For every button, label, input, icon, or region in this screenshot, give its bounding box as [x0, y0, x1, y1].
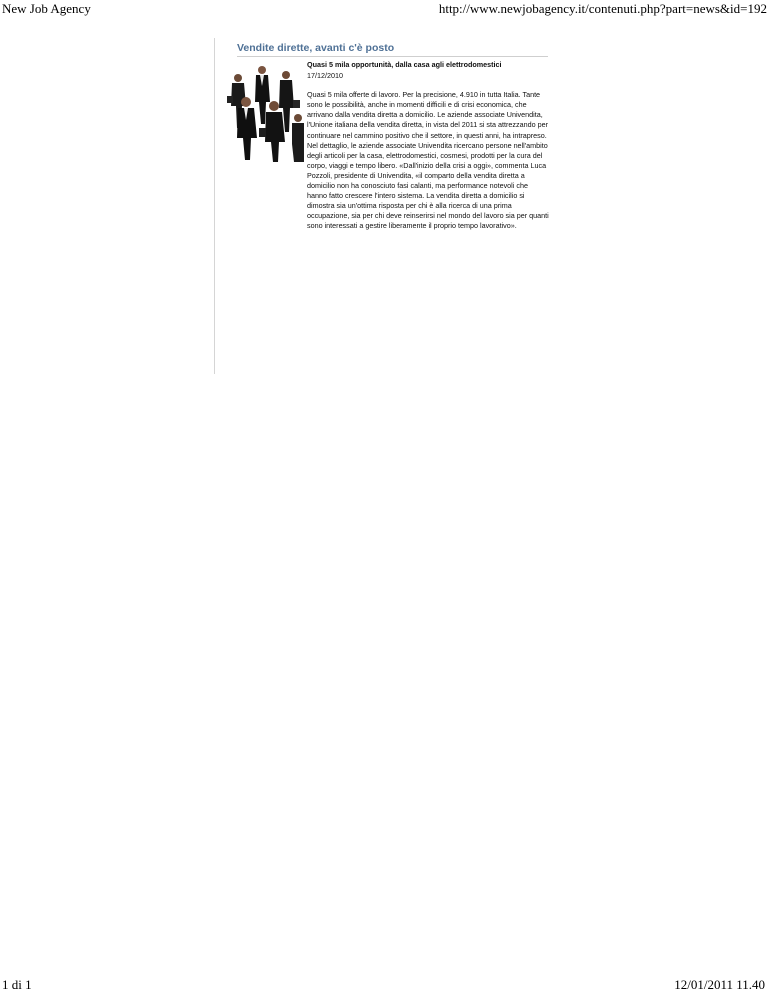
title-divider	[237, 56, 548, 57]
article-subtitle: Quasi 5 mila opportunità, dalla casa agli elettrodomestici	[307, 60, 502, 69]
business-people-walking-photo	[224, 62, 304, 162]
article-body: Quasi 5 mila offerte di lavoro. Per la precisione, 4.910 in tutta Italia. Tante sono le possibilità, anche in momenti difficili e di crisi economica, che arrivano dalla vendita diretta a domicilio. Le aziende associate Univendita, l'Unione italiana della vendita diretta, in vista del 2011 si sta attrezzando per continuare nel cammino positivo che il settore, in questi anni, ha intrapreso. Nel dettaglio, le aziende associate Univendita ricercano persone nell'ambito degli articoli per la casa, elettrodomestici, cosmesi, prodotti per la cura del corpo, viaggi e tempo libero. «Dall'inizio della crisi a oggi», commenta Luca Pozzoli, presidente di Univendita, «il comparto della vendita diretta a domicilio non ha conosciuto fasi calanti, ma performance notevoli che hanno fatto crescere l'intero sistema. La vendita diretta a domicilio si dimostra sia un'ottima risposta per chi è alla ricerca di una prima occupazione, sia per chi deve reinserirsi nel mondo del lavoro sia per quanti sono interessati a gestire liberamente il proprio tempo lavorativo».	[307, 90, 549, 231]
print-header-url: http://www.newjobagency.it/contenuti.php?part=news&id=192	[438, 1, 767, 16]
article-title: Vendite dirette, avanti c'è posto	[237, 42, 395, 54]
print-header-site-name: New Job Agency	[2, 1, 91, 16]
print-footer-timestamp: 12/01/2011 11.40	[674, 977, 765, 992]
article-container	[214, 38, 549, 374]
article-text-column	[307, 60, 549, 232]
print-footer-page: 1 di 1	[2, 977, 32, 992]
article-date: 17/12/2010	[307, 71, 343, 81]
